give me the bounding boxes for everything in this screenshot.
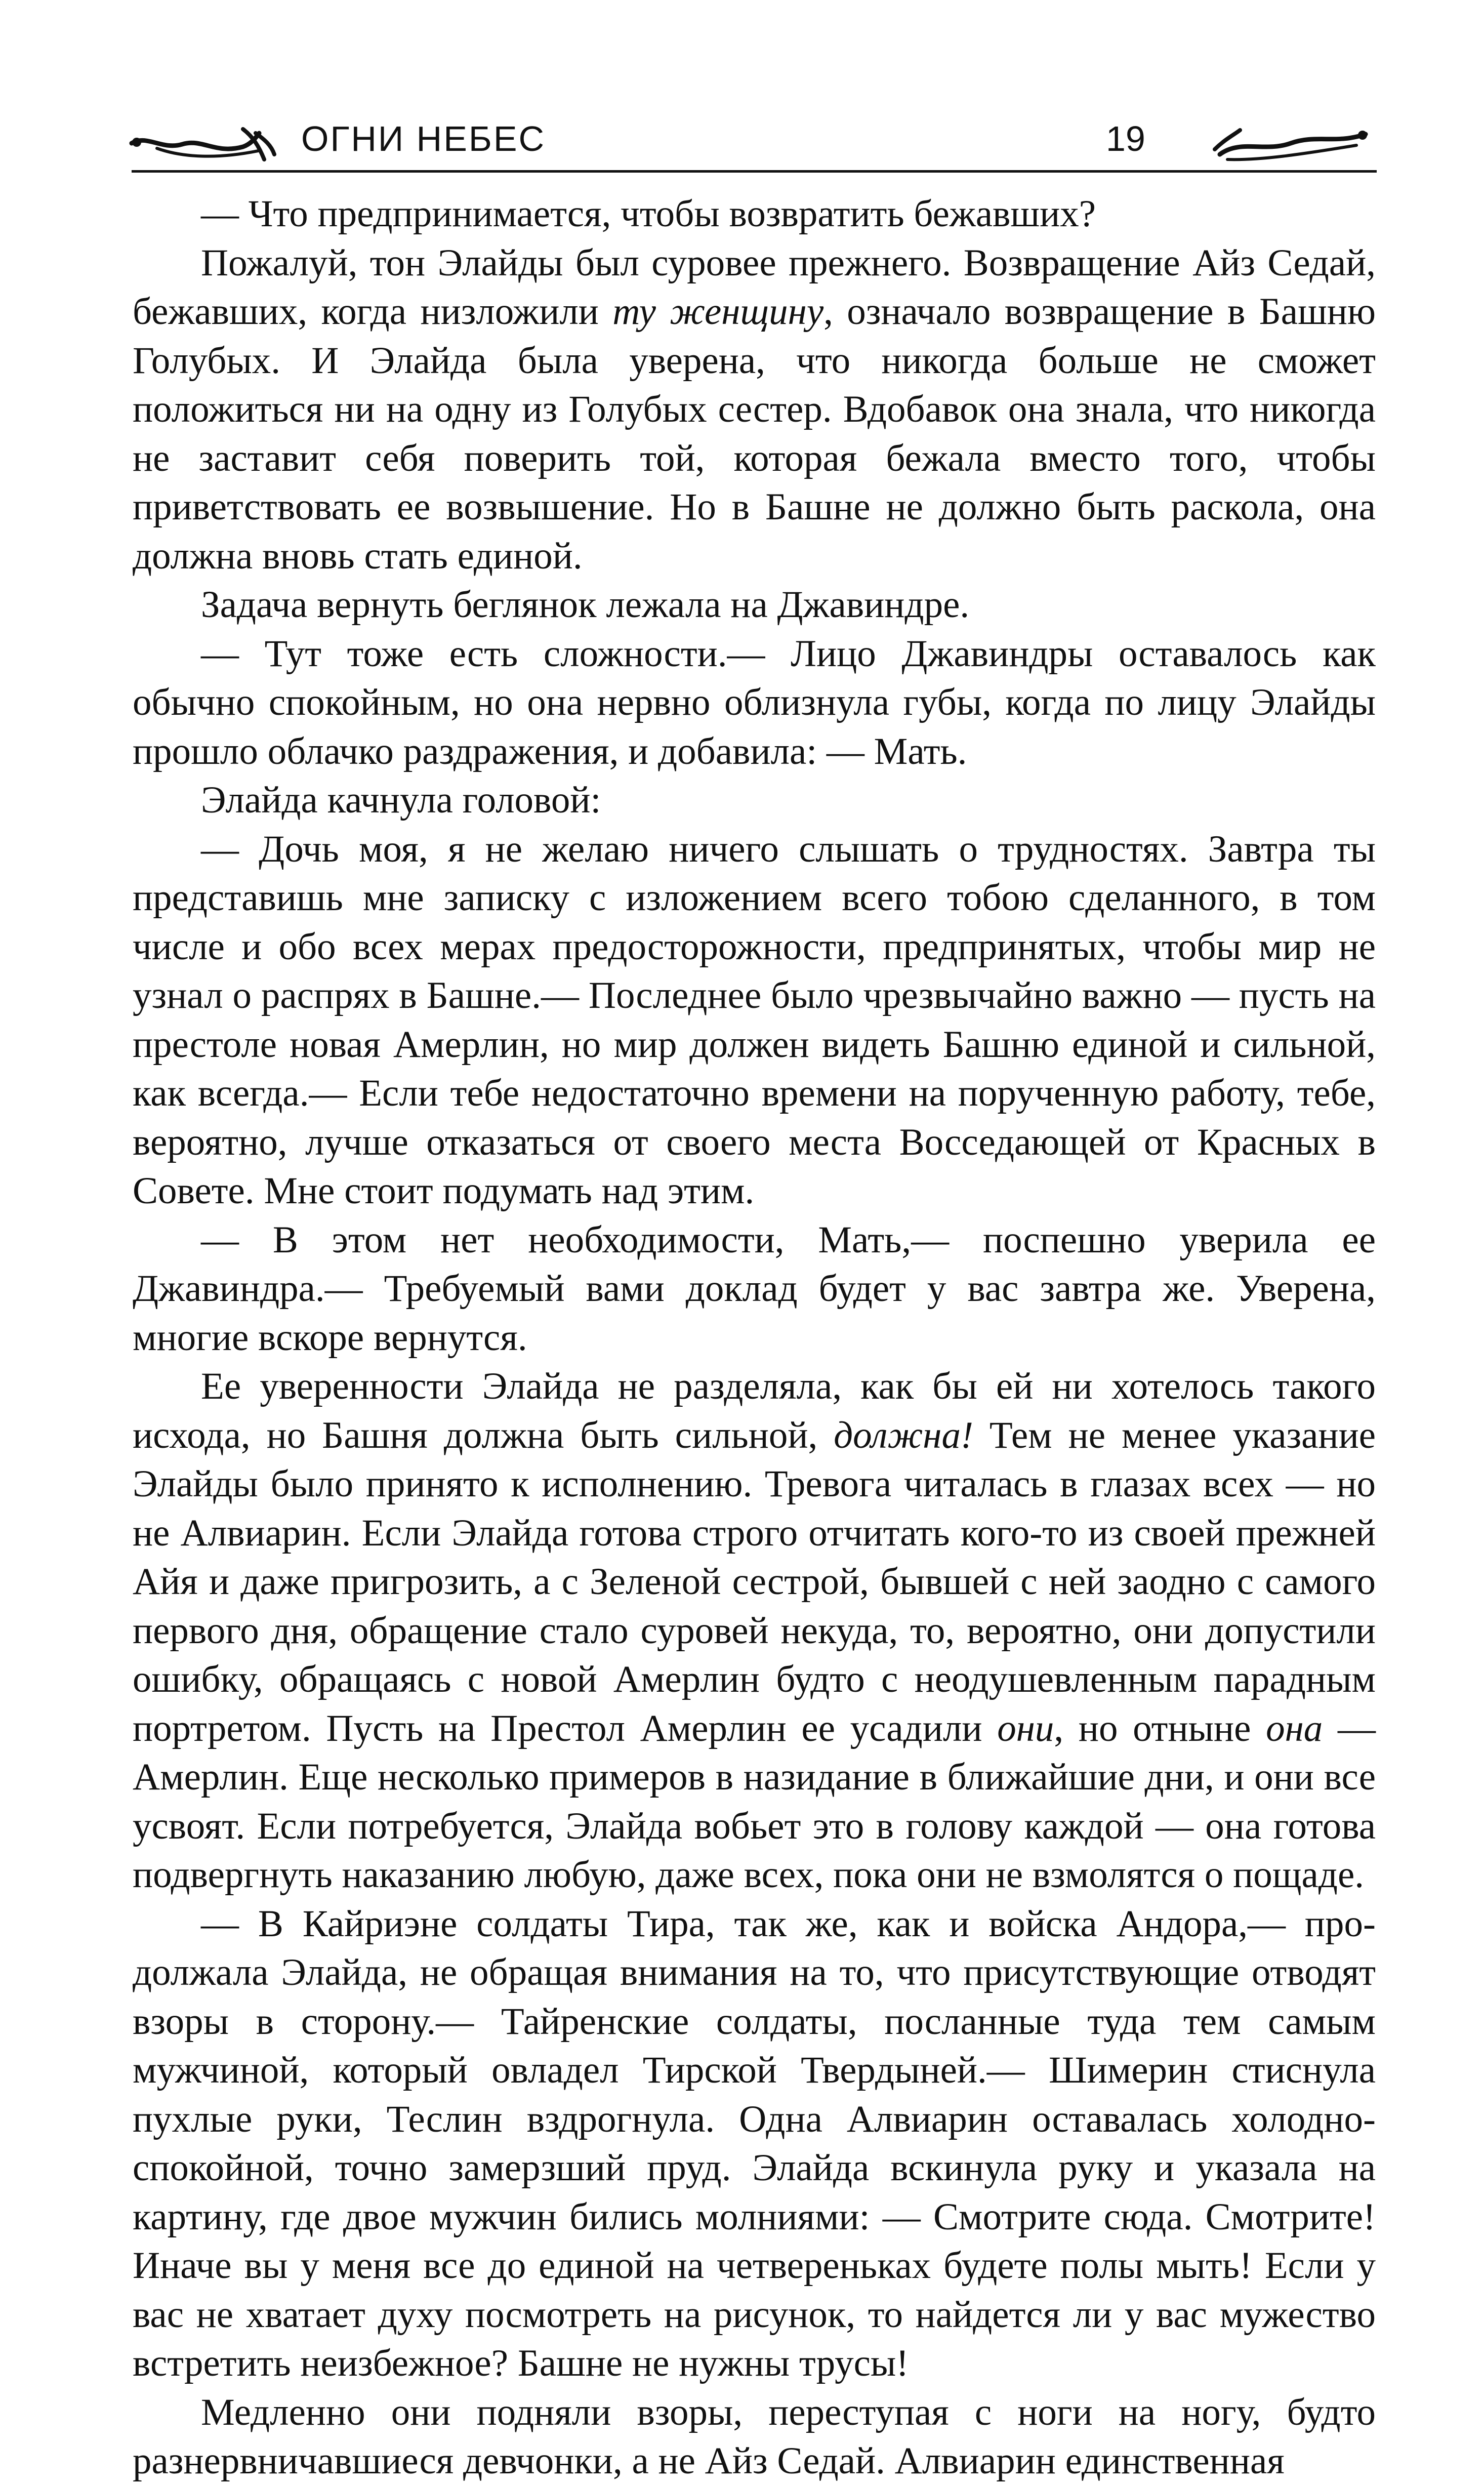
running-title: ОГНИ НЕБЕС	[301, 119, 546, 158]
paragraph: Медленно они подняли взоры, переступая с ноги на ногу, будто разнервничавшиеся девчонки, а не Айз Седай. Алвиарин единственная	[133, 2391, 1376, 2482]
page-number: 19	[1106, 119, 1145, 158]
paragraph: — Тут тоже есть сложности.— Лицо Джавиндры оставалось как обычно спокойным, но она нервно облизнула губы, когда по лицу Элайды прошло облачко раздражения, и добавила: — Мать.	[133, 632, 1376, 772]
emphasis: ту женщину	[612, 291, 824, 333]
body-text	[133, 190, 1376, 2486]
paragraph: Задача вернуть беглянок лежала на Джавиндре.	[201, 584, 970, 626]
paragraph: — В этом нет необходимости, Мать,— поспешно уверила ее Джавиндра.— Требуемый вами доклад будет у вас завтра же. Уверена, многие вскоре вернутся.	[133, 1218, 1376, 1359]
emphasis: они	[997, 1707, 1054, 1749]
paragraph: — Дочь моя, я не желаю ничего слышать о трудностях. Завтра ты представишь мне записку с изложением всего тобою сделанного, в том числе и обо всех мерах предосторожности, предпринятых, чтобы мир не узнал о распрях в Башне.— Последнее было чрезвычайно важно — пусть на престоле новая Амерлин, но мир должен видеть Башню единой и сильной, как всегда.— Если тебе недостаточно времени на порученную работу, тебе, вероятно, лучше отказаться от своего места Восседающей от Красных в Совете. Мне стоит подумать над этим.	[133, 828, 1376, 1212]
emphasis: она	[1266, 1707, 1323, 1749]
paragraph: — Что предпринимается, чтобы возвратить бежавших?	[201, 193, 1096, 235]
paragraph: Пожалуй, тон Элайды был суровее прежнего. Возвращение Айз Седай, бежавших, когда низложили ту женщину, означало возвращение в Башню Голубых. И Элайда была уверена, что никогда больше не сможет положиться ни на одну из Голубых сестер. Вдобавок она знала, что никогда не заставит себя поверить той, которая бежала вместо того, чтобы приветствовать ее возвышение. Но в Башне не должно быть раскола, она должна вновь стать единой.	[133, 241, 1376, 577]
paragraph: Ее уверенности Элайда не разделяла, как бы ей ни хотелось такого исхода, но Башня должна быть сильной, должна! Тем не менее указание Элайды было принято к исполнению. Тревога читалась в глазах всех — но не Алвиарин. Если Элайда готова строго отчитать кого-то из своей прежней Айя и даже пригрозить, а с Зеленой сестрой, бывшей с ней заодно с самого первого дня, обращение стало суровей некуда, то, вероятно, они допустили ошибку, обращаясь с новой Амерлин будто с неодушевленным парадным портретом. Пусть на Престол Амерлин ее усадили они, но отныне она — Амерлин. Еще несколько примеров в назидание в ближайшие дни, и они все усвоят. Если потребуется, Элайда вобьет это в голову каждой — она готова подвергнуть наказанию любую, даже всех, пока они не взмолятся о пощаде.	[133, 1365, 1376, 1896]
emphasis: должна!	[834, 1414, 973, 1456]
page-header	[127, 104, 1372, 175]
paragraph: Элайда качнула головой:	[201, 779, 601, 821]
swash-ornament-icon	[1205, 119, 1372, 165]
paragraph: — В Кайриэне солдаты Тира, так же, как и войска Андора,— продолжала Элайда, не обращая внимания на то, что присутствующие отводят взоры в сторону.— Тайренские солдаты, посланные туда тем самым мужчиной, который овладел Тирской Твердыней.— Шимерин стиснула пухлые руки, Теслин вздрогнула. Одна Алвиарин оставалась холодно-спокойной, точно замерзший пруд. Элайда вскинула руку и указала на картину, где двое мужчин бились молниями: — Смотрите сюда. Смотрите! Иначе вы у меня все до единой на четвереньках будете полы мыть! Если у вас не хватает духу посмотреть на рисунок, то найдется ли у вас мужество встретить неизбежное? Башне не нужны трусы!	[133, 1902, 1376, 2384]
header-rule	[132, 170, 1377, 173]
swash-ornament-icon	[127, 119, 278, 165]
